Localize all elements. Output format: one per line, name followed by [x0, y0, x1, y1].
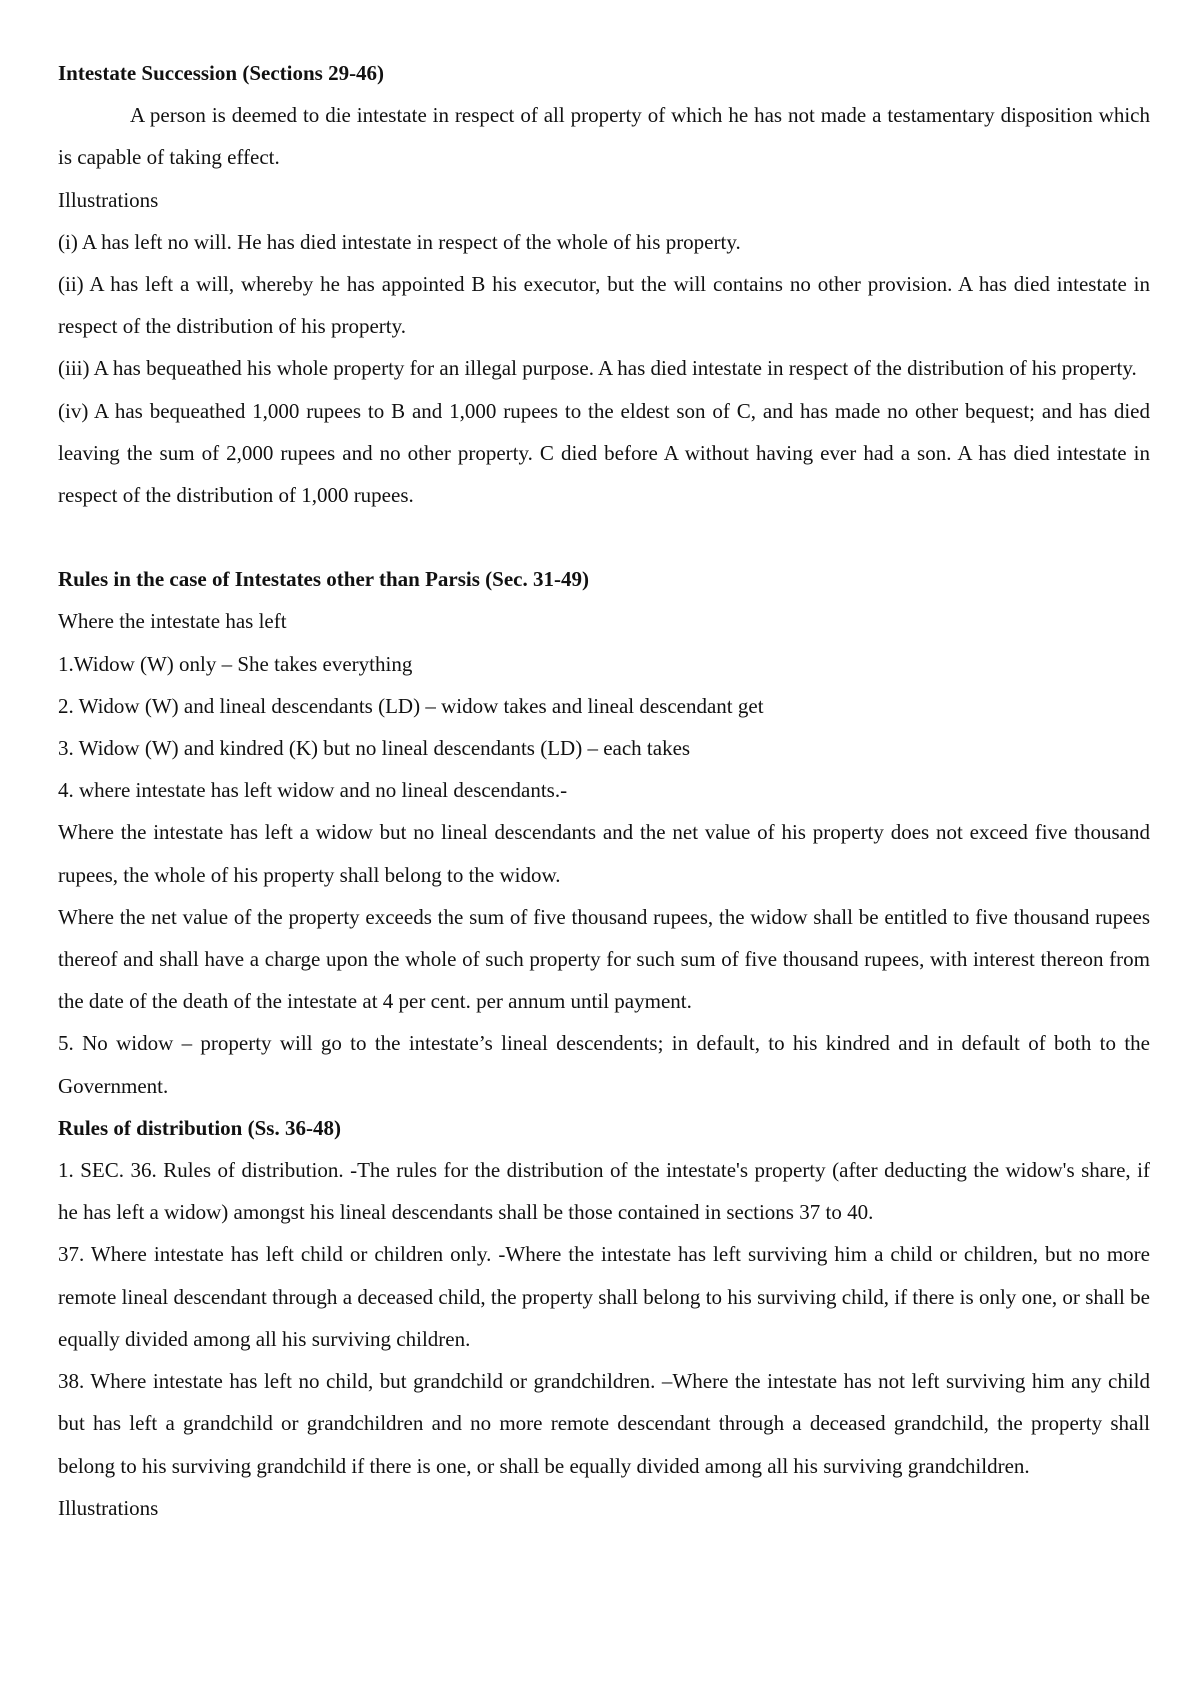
- section-heading-intestate-succession: Intestate Succession (Sections 29-46): [58, 61, 385, 85]
- section-36-paragraph: 1. SEC. 36. Rules of distribution. -The rules for the distribution of the intestate's property (after deducting the widow's share, if he has left a widow) amongst his lineal descendants shall be those contained in sections 37 to 40.: [58, 1158, 1150, 1225]
- rule-item-1: 1.Widow (W) only – She takes everything: [58, 651, 413, 676]
- illustration-item: (iv) A has bequeathed 1,000 rupees to B and 1,000 rupees to the eldest son of C, and has made no other bequest; and has died leaving the sum of 2,000 rupees and no other property. C died before A without having ever had a son. A has died intestate in respect of the distribution of 1,000 rupees.: [58, 398, 1150, 508]
- rule-item-4: 4. where intestate has left widow and no lineal descendants.-: [58, 778, 568, 803]
- illustration-item: (iii) A has bequeathed his whole property for an illegal purpose. A has died intestate in respect of the distribution of his property.: [58, 356, 1137, 381]
- section-37-paragraph: 37. Where intestate has left child or children only. -Where the intestate has left surviving him a child or children, but no more remote lineal descendant through a deceased child, the property shall belong to his surviving child, if there is only one, or shall be equally divided among all his surviving children.: [58, 1242, 1150, 1351]
- document-page: [58, 52, 1150, 1529]
- rule-item-3: 3. Widow (W) and kindred (K) but no lineal descendants (LD) – each takes: [58, 736, 691, 761]
- illustration-item: (i) A has left no will. He has died intestate in respect of the whole of his property.: [58, 229, 741, 254]
- section-heading-rules-distribution: Rules of distribution (Ss. 36-48): [58, 1115, 341, 1140]
- illustration-item: (ii) A has left a will, whereby he has appointed B his executor, but the will contains no other provision. A has died intestate in respect of the distribution of his property.: [58, 272, 1150, 339]
- section-heading-rules-intestates: Rules in the case of Intestates other than Parsis (Sec. 31-49): [58, 567, 589, 592]
- section-38-paragraph: 38. Where intestate has left no child, but grandchild or grandchildren. –Where the intestate has not left surviving him any child but has left a grandchild or grandchildren and no more remote descendant through a deceased grandchild, the property shall belong to his surviving grandchild if there is one, or shall be equally divided among all his surviving grandchildren.: [58, 1369, 1150, 1478]
- rule-4-paragraph-a: Where the intestate has left a widow but no lineal descendants and the net value of his property does not exceed five thousand rupees, the whole of his property shall belong to the widow.: [58, 820, 1150, 887]
- illustrations-label: Illustrations: [58, 187, 159, 212]
- illustrations-label-2: Illustrations: [58, 1495, 159, 1520]
- rule-item-5: 5. No widow – property will go to the intestate’s lineal descendents; in default, to his kindred and in default of both to the Government.: [58, 1031, 1150, 1098]
- rule-4-paragraph-b: Where the net value of the property exceeds the sum of five thousand rupees, the widow shall be entitled to five thousand rupees thereof and shall have a charge upon the whole of such property for such sum of five thousand rupees, with interest thereon from the date of the death of the intestate at 4 per cent. per annum until payment.: [58, 904, 1150, 1014]
- rule-item-2: 2. Widow (W) and lineal descendants (LD) – widow takes and lineal descendant get: [58, 693, 764, 718]
- paragraph-gap: [58, 516, 1150, 558]
- intro-paragraph: A person is deemed to die intestate in respect of all property of which he has not made a testamentary disposition which is capable of taking effect.: [58, 103, 1150, 170]
- rules-lead: Where the intestate has left: [58, 609, 287, 634]
